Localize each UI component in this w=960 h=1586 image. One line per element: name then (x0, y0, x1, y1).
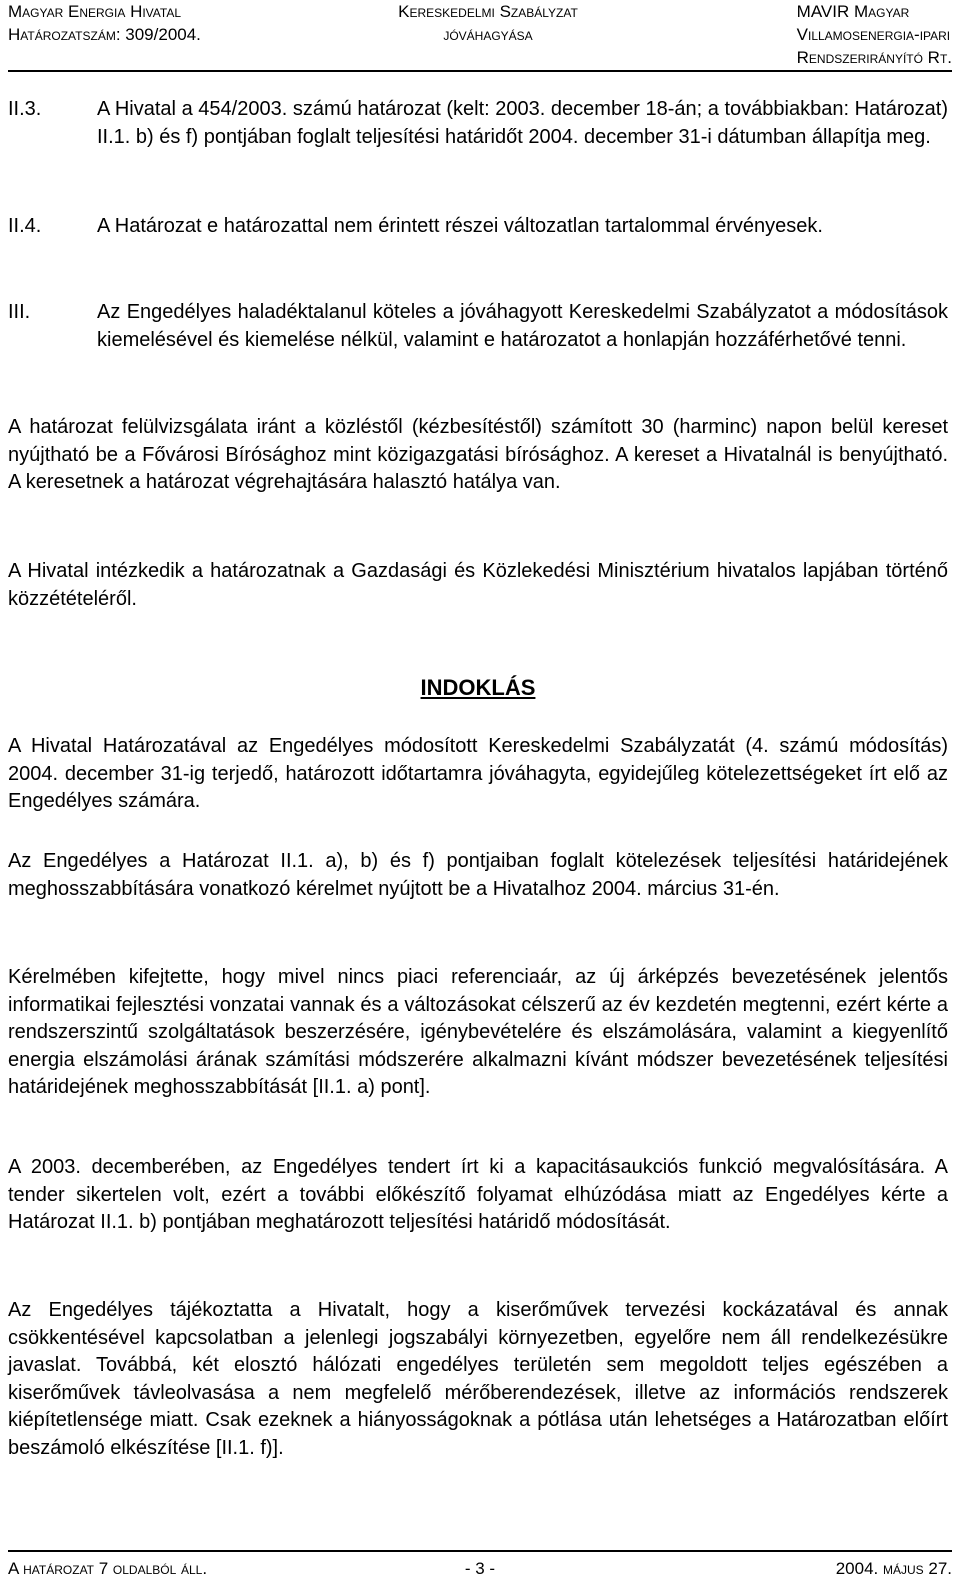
justification-paragraph: Kérelmében kifejtette, hogy mivel nincs piaci referenciaár, az új árképzés bevezetésének jelentős informatikai fejlesztési vonzatai vannak és a változásokat célszerű az év kezdetén megtenni, ezért kérte a rendszerszintű szolgáltatások beszerzésére, igénybevételére és elszámolására, valamint a kiegyenlítő energia elszámolási árának számítási módszerére alkalmazni kívánt módszer bevezetésének teljesítési határidejének meghosszabbítását [II.1. a) pont]. (8, 966, 948, 1098)
header-party-line-3: Rendszerirányító Rt. (796, 48, 952, 67)
item-number: II.3. (8, 98, 42, 120)
page-header (8, 0, 952, 72)
header-middle (358, 0, 618, 46)
header-subject-line-1: Kereskedelmi Szabályzat (398, 2, 578, 21)
header-right (797, 0, 952, 69)
section-title: INDOKLÁS (420, 675, 536, 700)
header-party-line-1: MAVIR Magyar (796, 2, 910, 21)
header-decision-number: Határozatszám: 309/2004. (8, 25, 201, 44)
justification-paragraph: Az Engedélyes a Határozat II.1. a), b) és f) pontjaiban foglalt kötelezések teljesítési határidejének meghosszabbítására vonatkozó kérelmet nyújtott be a Hivatalhoz 2004. március 31-én. (8, 850, 948, 900)
numbered-item (8, 299, 948, 354)
item-text: A Határozat e határozattal nem érintett részei változatlan tartalommal érvényesek. (97, 215, 823, 237)
item-text: Az Engedélyes haladéktalanul köteles a jóváhagyott Kereskedelmi Szabályzatot a módosítások kiemelésével és kiemelése nélkül, valamint e határozatot a honlapján hozzáférhetővé tenni. (97, 301, 948, 351)
footer-date: 2004. május 27. (835, 1559, 952, 1578)
publication-paragraph: A Hivatal intézkedik a határozatnak a Gazdasági és Közlekedési Minisztérium hivatalos lapjában történő közzétételéről. (8, 560, 948, 610)
item-text: A Hivatal a 454/2003. számú határozat (kelt: 2003. december 18-án; a továbbiakban: Határozat) II.1. b) és f) pontjában foglalt teljesítési határidőt 2004. december 31-i dátumban állapítja meg. (97, 98, 948, 148)
numbered-item (8, 96, 948, 151)
numbered-item (8, 213, 948, 241)
item-number: II.4. (8, 215, 42, 237)
appeal-paragraph: A határozat felülvizsgálata iránt a közléstől (kézbesítéstől) számított 30 (harminc) napon belül kereset nyújtható be a Fővárosi Bírósághoz mint közigazgatási bírósághoz. A kereset a Hivatalnál is benyújtható. A keresetnek a határozat végrehajtására halasztó hatálya van. (8, 416, 948, 493)
header-authority: Magyar Energia Hivatal (8, 2, 182, 21)
header-left (8, 0, 201, 46)
footer-page-number: - 3 - (464, 1559, 496, 1578)
item-number: III. (8, 301, 31, 323)
page-footer (8, 1550, 952, 1578)
footer-page-count: A határozat 7 oldalból áll. (8, 1559, 208, 1578)
justification-paragraph: Az Engedélyes tájékoztatta a Hivatalt, hogy a kiserőművek tervezési kockázatával és annak csökkentésével kapcsolatban a jelenlegi jogszabályi környezetben, egyelőre nem áll rendelkezésükre javaslat. Továbbá, két elosztó hálózati engedélyes területén sem megoldott teljes egészében a kiserőművek távleolvasása a nem megfelelő mérőberendezések, illetve az információs rendszerek kiépítetlensége miatt. Csak ezeknek a hiányosságoknak a pótlása után lehetséges a Határozatban előírt beszámoló elkészítése [II.1. f)]. (8, 1299, 948, 1459)
justification-paragraph: A 2003. decemberében, az Engedélyes tendert írt ki a kapacitásaukciós funkció megvalósítására. A tender sikertelen volt, ezért a további előkészítő folyamat elhúzódása miatt az Engedélyes kérte a Határozat II.1. b) pontjában meghatározott teljesítési határidő módosítását. (8, 1156, 948, 1233)
header-subject-line-2: jóváhagyása (443, 25, 533, 44)
justification-paragraph: A Hivatal Határozatával az Engedélyes módosított Kereskedelmi Szabályzatát (4. számú módosítás) 2004. december 31-ig terjedő, határozott időtartamra jóváhagyta, egyidejűleg kötelezettségeket írt elő az Engedélyes számára. (8, 735, 948, 812)
header-party-line-2: Villamosenergia-ipari (796, 25, 951, 44)
